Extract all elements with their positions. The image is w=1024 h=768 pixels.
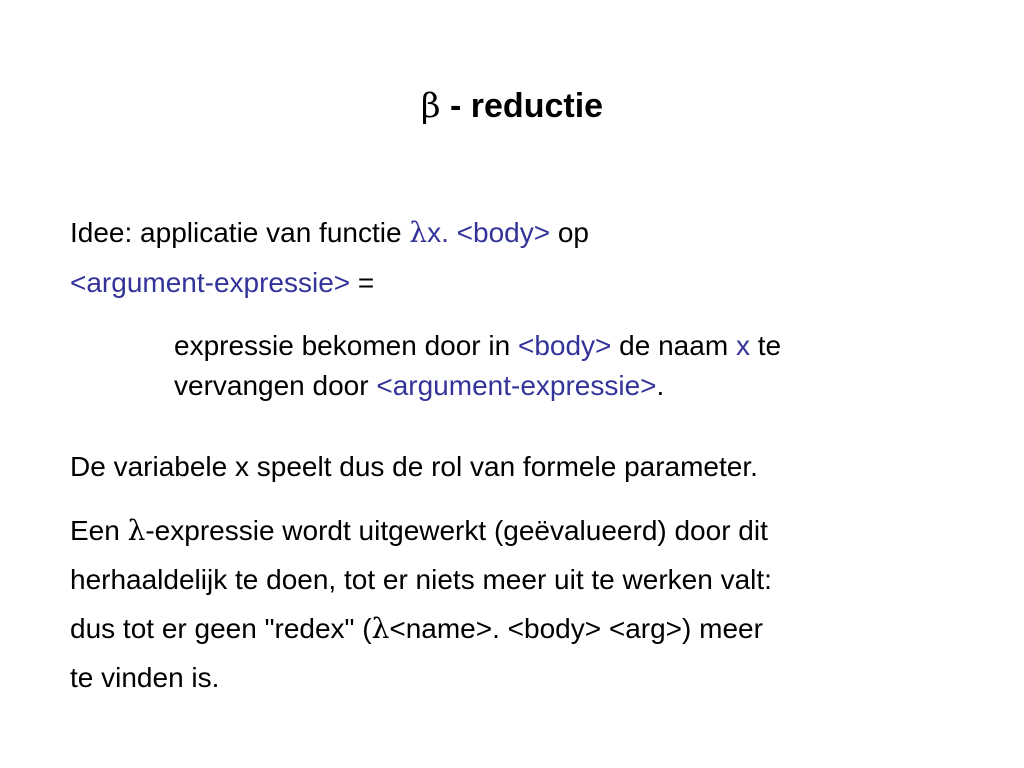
- evaluation-line-4: te vinden is.: [70, 662, 220, 693]
- idea-text: Idee: applicatie van functie: [70, 217, 410, 248]
- variable-line: De variabele x speelt dus de rol van formele parameter.: [70, 451, 758, 482]
- body-term: <body>: [517, 330, 612, 361]
- evaluation-text: dus tot er geen "redex" (: [70, 613, 372, 644]
- lambda-symbol: λ: [371, 612, 390, 645]
- lambda-symbol: λ: [127, 514, 146, 547]
- evaluation-text: -expressie wordt uitgewerkt (geëvalueerd) door dit: [145, 515, 768, 546]
- beta-symbol: β: [420, 86, 441, 126]
- lambda-symbol: λ: [409, 216, 428, 249]
- equals-sign: =: [350, 267, 375, 298]
- definition-line-1: [174, 330, 781, 362]
- definition-text: vervangen door: [174, 370, 377, 401]
- slide-title: [0, 86, 1024, 126]
- definition-line-2: [174, 370, 664, 402]
- definition-text: de naam: [611, 330, 736, 361]
- title-text: - reductie: [440, 87, 604, 125]
- evaluation-line-1: [70, 515, 768, 547]
- definition-text: te: [749, 330, 782, 361]
- evaluation-text: <name>. <body> <arg>) meer: [389, 613, 763, 644]
- evaluation-line-3: [70, 613, 763, 645]
- function-expression: x. <body>: [427, 217, 551, 248]
- idea-line-1: [70, 217, 589, 249]
- argument-expression: <argument-expressie>: [70, 267, 351, 298]
- idea-line-2: [70, 267, 374, 299]
- idea-text-op: op: [550, 217, 590, 248]
- definition-text: expressie bekomen door in: [174, 330, 518, 361]
- period: .: [656, 370, 665, 401]
- evaluation-line-2: herhaaldelijk te doen, tot er niets meer uit te werken valt:: [70, 564, 772, 595]
- argument-expression: <argument-expressie>: [376, 370, 657, 401]
- evaluation-text: Een: [70, 515, 128, 546]
- variable-x: x: [735, 330, 750, 361]
